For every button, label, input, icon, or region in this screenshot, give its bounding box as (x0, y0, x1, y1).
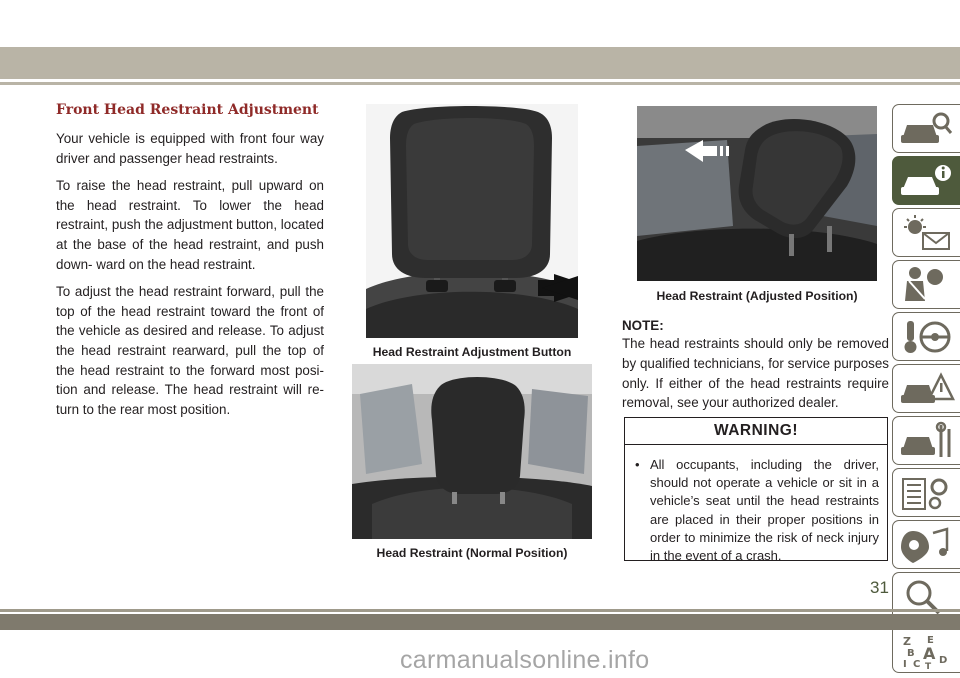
paragraph: To adjust the head restraint forward, pull the top of the head restraint toward the front of the vehicle as desired and release. To adjust the head restraint rearward, pull the top of the head restraint to the forward most posi- tion and release. The head restraint will re- turn to the rear most position. (56, 284, 324, 417)
warning-box (624, 417, 888, 564)
svg-text:A: A (923, 644, 936, 663)
note-label: NOTE: (622, 318, 664, 333)
multimedia-icon[interactable] (892, 520, 960, 569)
normal-position-photo (352, 364, 592, 539)
adjusted-position-photo (637, 106, 877, 281)
svg-text:E: E (927, 635, 934, 646)
footer-rule (0, 609, 960, 612)
note-text: The head restraints should only be removed by qualified technicians, for service purposes only. If either of the head restraints require removal, see your authorized dealer. (622, 336, 889, 411)
warning-text: All occupants, including the driver, should not operate a vehicle or sit in a vehicle’s seat until the head restraints are placed in their proper positions in order to minimize the risk of neck injury in the event of a crash. (650, 457, 879, 564)
svg-text:D: D (939, 655, 948, 666)
car-magnifier-icon[interactable] (892, 104, 960, 153)
paragraph: Your vehicle is equipped with front four way driver and passenger head restraints. (56, 131, 324, 166)
svg-text:C: C (913, 659, 921, 669)
watermark: carmanualsonline.info (400, 646, 650, 674)
specifications-gears-icon[interactable] (892, 468, 960, 517)
warning-body (625, 445, 887, 565)
figure-caption: Head Restraint (Adjusted Position) (656, 289, 858, 303)
svg-text:B: B (907, 648, 915, 659)
seatbelt-airbag-icon[interactable] (892, 260, 960, 309)
steering-wheel-key-icon[interactable] (892, 312, 960, 361)
car-service-tools-icon[interactable] (892, 416, 960, 465)
section-title: Front Head Restraint Adjustment (56, 102, 319, 118)
figure-caption: Head Restraint (Normal Position) (376, 546, 568, 560)
car-info-icon[interactable] (892, 156, 960, 205)
warning-title: WARNING! (625, 418, 887, 445)
alphabet-index-icon[interactable] (892, 624, 960, 673)
adjustment-button-photo (366, 104, 578, 338)
svg-text:T: T (925, 662, 932, 669)
svg-text:I: I (903, 659, 907, 669)
body-text (56, 129, 324, 427)
warning-lights-message-icon[interactable] (892, 208, 960, 257)
bullet-icon: • (635, 457, 640, 472)
emergency-car-icon[interactable] (892, 364, 960, 413)
page-number: 31 (870, 578, 889, 597)
paragraph: To raise the head restraint, pull upward on the head restraint. To lower the head restraint, push the adjustment button, located at the base of the head restraint, and push down- ward on the head restraint. (56, 178, 324, 272)
figure-caption: Head Restraint Adjustment Button (372, 345, 572, 359)
footer-band (0, 614, 960, 630)
svg-text:Z: Z (903, 635, 911, 648)
header-band (0, 47, 960, 79)
header-rule (0, 82, 960, 85)
